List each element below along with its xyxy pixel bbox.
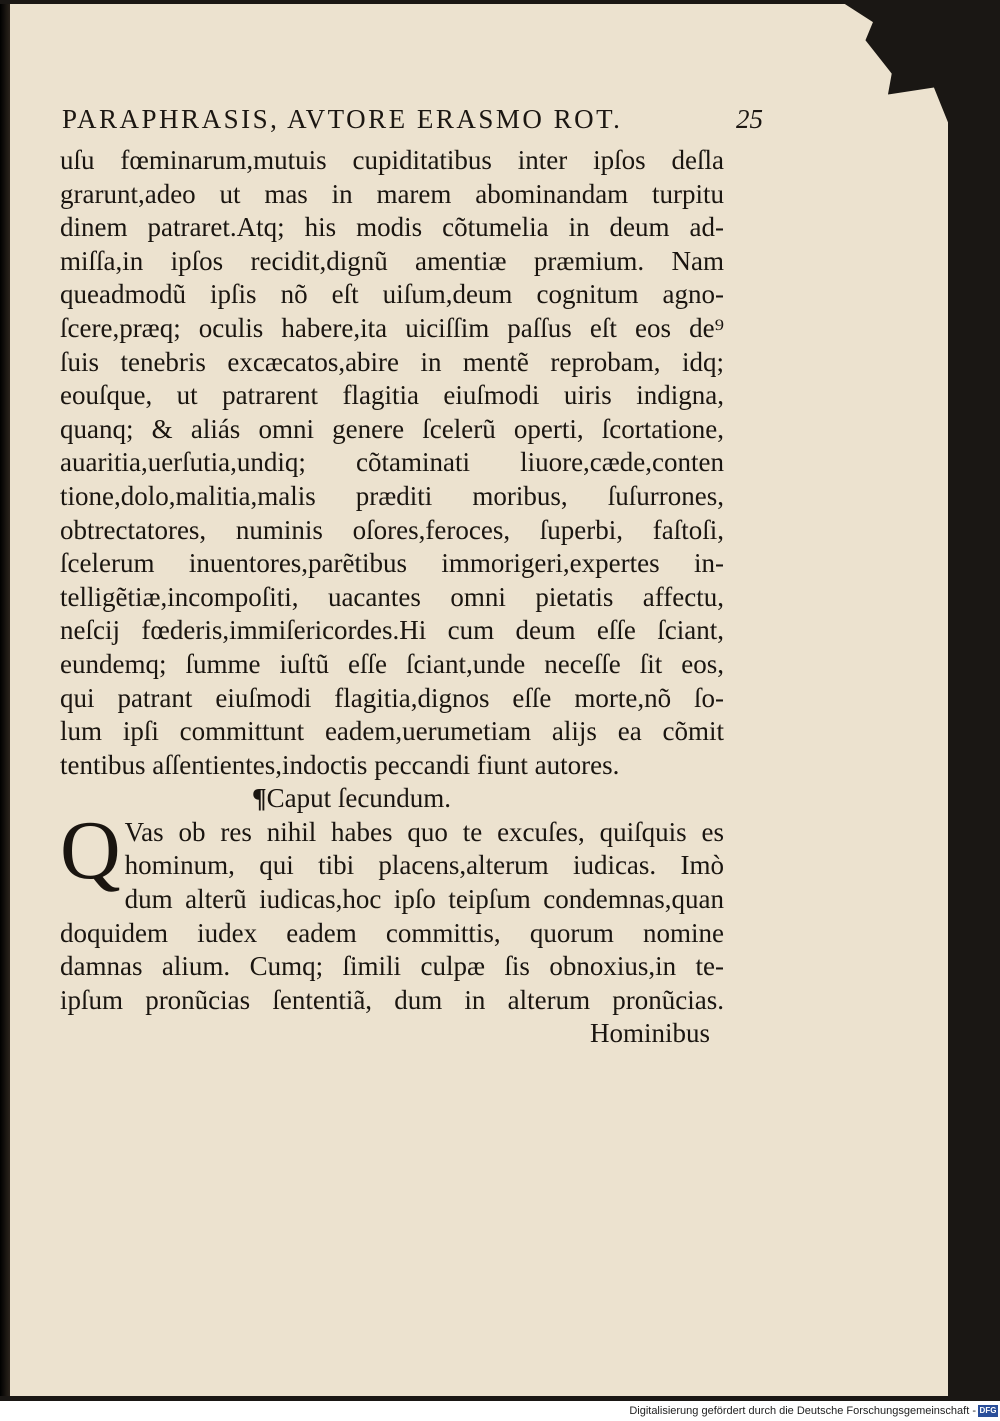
text-line: tentibus aſſentientes,indoctis peccandi fiunt autores. — [60, 749, 620, 780]
text-line: neſcij fœderis,immiſericordes.Hi cum deum eſſe ſciant, — [60, 615, 724, 646]
second-paragraph — [60, 803, 724, 1018]
chapter-title: Caput ſecundum. — [266, 783, 452, 814]
text-line: dum alterũ iudicas,hoc ipſo teipſum condemnas,quan — [124, 884, 724, 915]
text-line: dinem patraret.Atq; his modis cõtumelia in deum ad- — [60, 212, 724, 243]
text-line: Vas ob res nihil habes quo te excuſes, quiſquis es — [124, 816, 724, 847]
text-line: eouſque, ut patrarent flagitia eiuſmodi uiris indigna, — [60, 380, 724, 411]
page-number: 25 — [736, 104, 763, 134]
text-line: queadmodũ ipſis nõ eſt uiſum,deum cognitum agno- — [60, 279, 724, 310]
text-line: ſuis tenebris excæcatos,abire in mentẽ reprobam, idq; — [60, 346, 724, 377]
text-line: grarunt,adeo ut mas in marem abominandam turpitu — [60, 178, 724, 209]
text-line: miſſa,in ipſos recidit,dignũ amentiæ præmium. Nam — [60, 245, 724, 276]
text-line: quanq; & aliás omni genere ſcelerũ operti, ſcortatione, — [60, 413, 724, 444]
dfg-logo: DFG — [979, 1406, 997, 1415]
text-line: damnas alium. Cumq; ſimili culpæ ſis obnoxius,in te- — [60, 951, 724, 982]
page-header — [62, 104, 762, 138]
pilcrow-mark: ¶ — [252, 783, 267, 814]
text-line: ipſum pronũcias ſententiã, dum in alterum pronũcias. — [60, 984, 724, 1015]
text-line: qui patrant eiuſmodi flagitia,dignos eſſe morte,nõ ſo- — [60, 682, 724, 713]
text-line: ſcelerum inuentores,parẽtibus immorigeri,expertes in- — [60, 548, 724, 579]
text-line: eundemq; ſumme iuſtũ eſſe ſciant,unde neceſſe ſit eos, — [60, 648, 724, 679]
page-body — [60, 144, 724, 1051]
text-line: lum ipſi committunt eadem,uerumetiam alijs ea cõmit — [60, 716, 724, 747]
text-line: obtrectatores, numinis oſores,feroces, ſuperbi, faſtoſi, — [60, 514, 724, 545]
drop-cap: Q — [60, 803, 121, 897]
text-line: uſu fœminarum,mutuis cupiditatibus inter ipſos deſla — [60, 145, 724, 175]
text-line: hominum, qui tibi placens,alterum iudicas. Imò — [124, 850, 724, 881]
chapter-heading — [60, 782, 724, 816]
text-line: auaritia,uerſutia,undiq; cõtaminati liuore,cæde,conten — [60, 447, 724, 478]
funding-credit: Digitalisierung gefördert durch die Deutsche Forschungsgemeinschaft - — [629, 1405, 976, 1417]
digitization-footer — [0, 1401, 1000, 1421]
text-line: telligẽtiæ,incompoſiti, uacantes omni pietatis affectu, — [60, 581, 724, 612]
text-line: ſcere,præq; oculis habere,ita uiciſſim paſſus eſt eos de⁹ — [60, 312, 724, 343]
catchword: Hominibus — [589, 1018, 710, 1049]
running-head: PARAPHRASIS, AVTORE ERASMO ROT. — [62, 104, 623, 134]
text-line: tione,dolo,malitia,malis præditi moribus, ſuſurrones, — [60, 480, 724, 511]
book-gutter-shadow — [0, 4, 10, 1396]
text-line: doquidem iudex eadem committis, quorum nomine — [60, 917, 724, 948]
